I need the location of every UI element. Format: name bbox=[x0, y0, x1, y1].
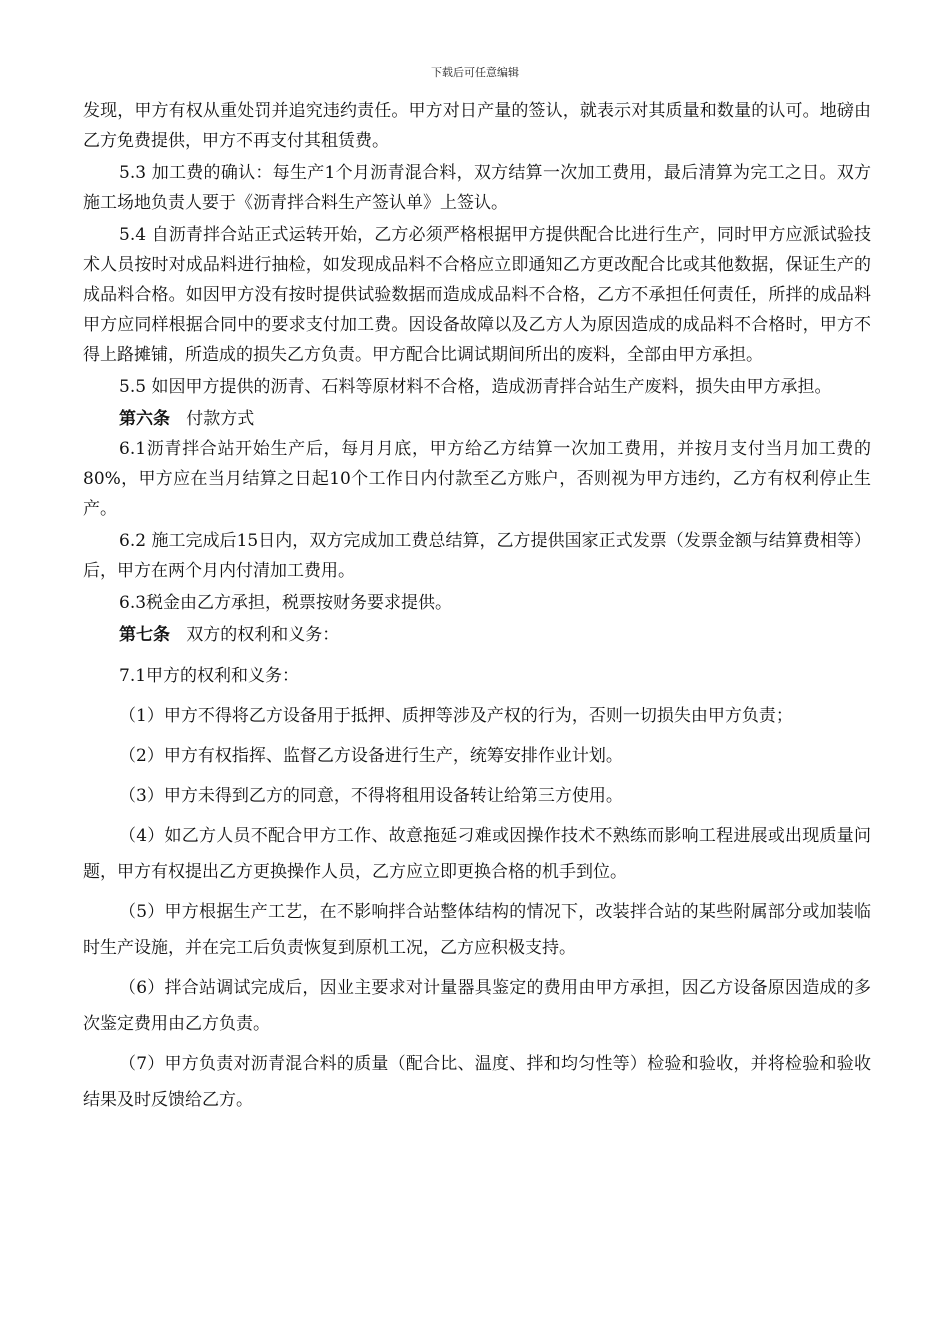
list-item: （5）甲方根据生产工艺，在不影响拌合站整体结构的情况下，改装拌合站的某些附属部分或加装临时生产设施，并在完工后负责恢复到原机工况，乙方应积极支持。 bbox=[83, 902, 871, 958]
list-item: （3）甲方未得到乙方的同意，不得将租用设备转让给第三方使用。 bbox=[119, 786, 623, 806]
document-body bbox=[83, 96, 871, 1118]
clause-7-1: 7.1甲方的权利和义务： bbox=[119, 666, 300, 686]
clause-6-1: 6.1沥青拌合站开始生产后，每月月底，甲方给乙方结算一次加工费用，并按月支付当月加工费的80%，甲方应在当月结算之日起10个工作日内付款至乙方账户，否则视为甲方违约，乙方有权利停止生产。 bbox=[83, 439, 871, 519]
page-header: 下载后可任意编辑 bbox=[431, 66, 519, 79]
list-item: （4）如乙方人员不配合甲方工作、故意拖延刁难或因操作技术不熟练而影响工程进展或出现质量问题，甲方有权提出乙方更换操作人员，乙方应立即更换合格的机手到位。 bbox=[83, 826, 871, 882]
clause-6-3: 6.3税金由乙方承担，税票按财务要求提供。 bbox=[119, 593, 453, 613]
article-7-heading bbox=[83, 620, 871, 650]
list-item: （6）拌合站调试完成后，因业主要求对计量器具鉴定的费用由甲方承担，因乙方设备原因造成的多次鉴定费用由乙方负责。 bbox=[83, 978, 871, 1034]
clause-5-3: 5.3 加工费的确认：每生产1个月沥青混合料，双方结算一次加工费用，最后清算为完工之日。双方施工场地负责人要于《沥青拌合料生产签认单》上签认。 bbox=[83, 163, 871, 213]
article-7-title: 双方的权利和义务： bbox=[186, 625, 340, 645]
clause-6-2: 6.2 施工完成后15日内，双方完成加工费总结算，乙方提供国家正式发票（发票金额与结算费相等）后，甲方在两个月内付清加工费用。 bbox=[83, 531, 871, 581]
list-item: （7）甲方负责对沥青混合料的质量（配合比、温度、拌和均匀性等）检验和验收，并将检验和验收结果及时反馈给乙方。 bbox=[83, 1054, 871, 1110]
list-item: （1）甲方不得将乙方设备用于抵押、质押等涉及产权的行为，否则一切损失由甲方负责； bbox=[119, 706, 793, 726]
paragraph-continuation: 发现，甲方有权从重处罚并追究违约责任。甲方对日产量的签认，就表示对其质量和数量的认可。地磅由乙方免费提供，甲方不再支付其租赁费。 bbox=[83, 101, 871, 151]
article-6-number: 第六条 bbox=[119, 409, 170, 429]
list-item: （2）甲方有权指挥、监督乙方设备进行生产，统筹安排作业计划。 bbox=[119, 746, 623, 766]
clause-5-4: 5.4 自沥青拌合站正式运转开始，乙方必须严格根据甲方提供配合比进行生产，同时甲方应派试验技术人员按时对成品料进行抽检，如发现成品料不合格应立即通知乙方更改配合比或其他数据，保证生产的成品料合格。如因甲方没有按时提供试验数据而造成成品料不合格，乙方不承担任何责任，所拌的成品料甲方应同样根据合同中的要求支付加工费。因设备故障以及乙方人为原因造成的成品料不合格时，甲方不得上路摊铺，所造成的损失乙方负责。甲方配合比调试期间所出的废料，全部由甲方承担。 bbox=[83, 225, 872, 365]
clause-5-5: 5.5 如因甲方提供的沥青、石料等原材料不合格，造成沥青拌合站生产废料，损失由甲方承担。 bbox=[119, 377, 832, 397]
article-6-title: 付款方式 bbox=[186, 409, 255, 429]
article-6-heading bbox=[83, 404, 871, 434]
article-7-number: 第七条 bbox=[119, 625, 170, 645]
